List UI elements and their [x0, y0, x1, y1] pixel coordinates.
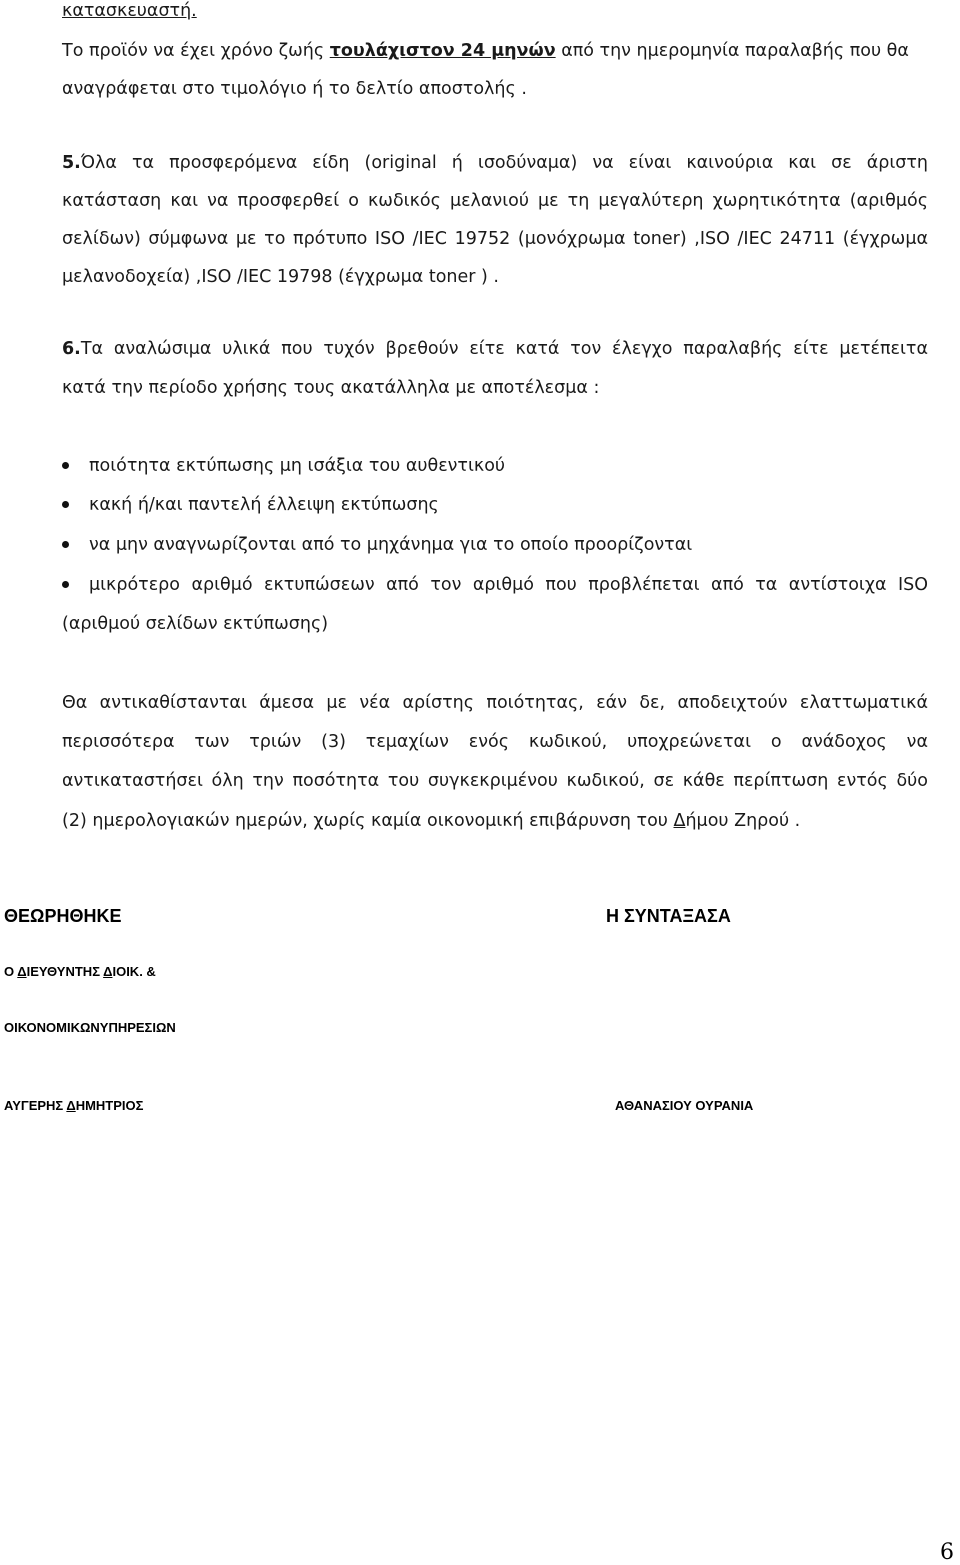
replacement-line-2: περισσότερα των τριών (3) τεμαχίων ενός κωδικού, υποχρεώνεται ο ανάδοχος να: [62, 732, 928, 752]
item5-line-4: μελανοδοχεία) ,ISO /IEC 19798 (έγχρωμα toner ) .: [62, 267, 499, 287]
bullet-item-2: κακή ή/και παντελή έλλειψη εκτύπωσης: [89, 495, 439, 515]
bullet-item-1: ποιότητα εκτύπωσης μη ισάξια του αυθεντικού: [89, 456, 506, 476]
replacement-line-4-a: (2) ημερολογιακών ημερών, χωρίς καμία οικονομική επιβάρυνση του: [62, 811, 674, 831]
director-title-a: Ο: [4, 964, 18, 979]
director-title-d: Δ: [103, 964, 113, 979]
bullet-item-4: μικρότερο αριθμό εκτυπώσεων από τον αριθμό που προβλέπεται από τα αντίστοιχα ISO: [89, 575, 928, 595]
item6-line-1-text: Τα αναλώσιμα υλικά που τυχόν βρεθούν είτε κατά τον έλεγχο παραλαβής είτε μετέπειτα: [80, 339, 928, 359]
intro-line-2: [62, 40, 909, 62]
item6-line-2: κατά την περίοδο χρήσης τους ακατάλληλα με αποτέλεσμα :: [62, 378, 600, 398]
item6-line-1: [62, 338, 928, 360]
item5-line-1-text: Όλα τα προσφερόμενα είδη (original ή ισοδύναμα) να είναι καινούρια και σε άριστη: [80, 153, 928, 173]
page-number: 6: [940, 1540, 954, 1565]
item5-line-3: σελίδων) σύμφωνα με το πρότυπο ISO /IEC 19752 (μονόχρωμα toner) ,ISO /IEC 24711 (έγχρωμα: [62, 229, 928, 249]
item5-line-2: κατάσταση και να προσφερθεί ο κωδικός μελανιού με τη μεγαλύτερη χωρητικότητα (αριθμός: [62, 191, 928, 211]
intro-line-1: κατασκευαστή.: [62, 1, 197, 21]
director-title: [4, 964, 156, 979]
left-name-c: ΗΜΗΤΡΙΟΣ: [75, 1098, 144, 1113]
right-signature-title: Η ΣΥΝΤΑΞΑΣΑ: [606, 906, 731, 926]
left-name-a: ΑΥΓΕΡΗΣ: [4, 1098, 67, 1113]
bullet-item-4-continuation: (αριθμού σελίδων εκτύπωσης): [62, 614, 329, 634]
bullet-item-3: να μην αναγνωρίζονται από το μηχάνημα για το οποίο προορίζονται: [89, 535, 693, 555]
director-title-b: Δ: [17, 964, 27, 979]
shelf-life-emphasis: τουλάχιστον 24 μηνών: [329, 41, 556, 61]
bullet-dot: [62, 501, 69, 508]
replacement-line-4-b: Δ: [673, 811, 686, 831]
left-name-b: Δ: [66, 1098, 76, 1113]
left-signature-title: ΘΕΩΡΗΘΗΚΕ: [4, 906, 122, 926]
intro-line-2-a: Το προϊόν να έχει χρόνο ζωής: [62, 41, 330, 61]
replacement-line-1: Θα αντικαθίστανται άμεσα με νέα αρίστης ποιότητας, εάν δε, αποδειχτούν ελαττωματικά: [62, 693, 928, 713]
replacement-line-4-c: ήμου Ζηρού .: [685, 811, 801, 831]
replacement-line-4: [62, 810, 800, 832]
director-title-e: ΙΟΙΚ. &: [112, 964, 156, 979]
intro-line-3: αναγράφεται στο τιμολόγιο ή το δελτίο αποστολής .: [62, 79, 527, 99]
department-title: ΟΙΚΟΝΟΜΙΚΩΝΥΠΗΡΕΣΙΩΝ: [4, 1020, 176, 1035]
replacement-line-3: αντικαταστήσει όλη την ποσότητα του συγκεκριμένου κωδικού, σε κάθε περίπτωση εντός δύο: [62, 771, 928, 791]
item5-line-1: [62, 152, 928, 174]
intro-line-2-c: από την ημερομηνία παραλαβής που θα: [555, 41, 909, 61]
left-signatory-name: [4, 1098, 143, 1113]
right-signatory-name: ΑΘΑΝΑΣΙΟΥ ΟΥΡΑΝΙΑ: [615, 1098, 754, 1113]
bullet-dot: [62, 541, 69, 548]
director-title-c: ΙΕΥΘΥΝΤΗΣ: [26, 964, 104, 979]
item6-number: 6.: [62, 339, 81, 359]
bullet-dot: [62, 462, 69, 469]
bullet-dot: [62, 581, 69, 588]
item5-number: 5.: [62, 153, 81, 173]
